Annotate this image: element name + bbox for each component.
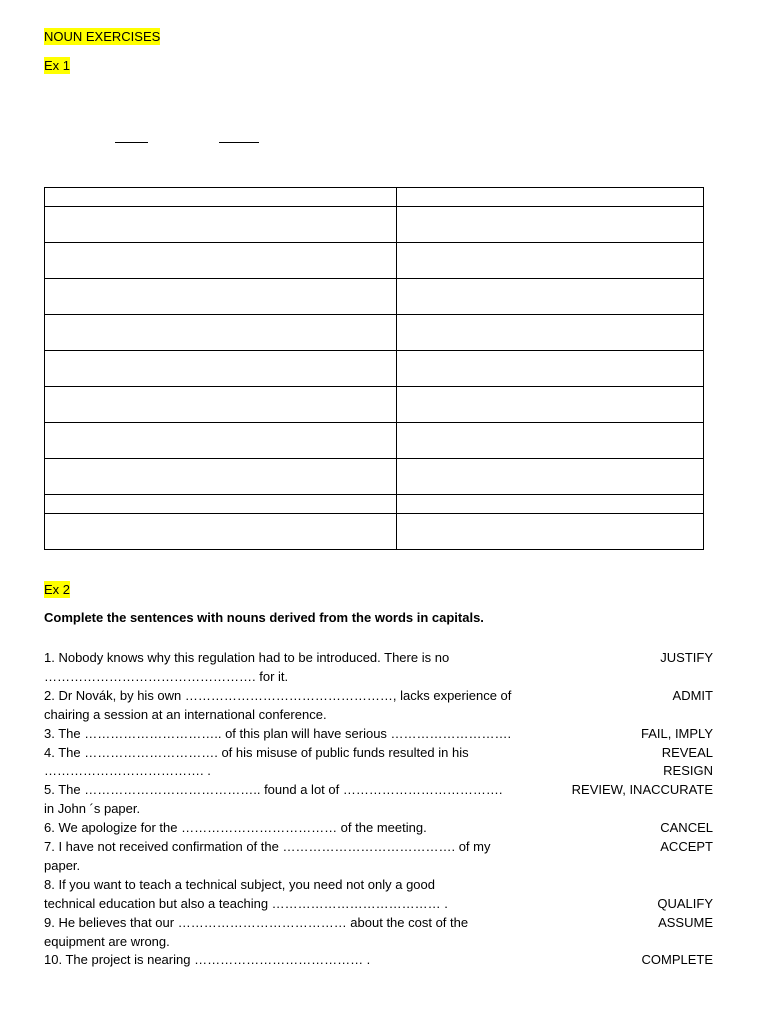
sentence-line: 6. We apologize for the ……………………………… of the meeting. bbox=[44, 820, 427, 835]
table-cell-left[interactable] bbox=[45, 279, 397, 315]
table-cell-right[interactable] bbox=[397, 351, 704, 387]
table-cell-left[interactable] bbox=[45, 387, 397, 423]
table-row bbox=[45, 188, 704, 207]
table-row bbox=[45, 315, 704, 351]
sentence-line: in John ´s paper. bbox=[44, 801, 141, 816]
table-cell-left[interactable] bbox=[45, 315, 397, 351]
sentence-line: …………………………………………. for it. bbox=[44, 669, 289, 684]
blank-underline-2 bbox=[219, 142, 259, 143]
capital-word: QUALIFY bbox=[657, 896, 713, 911]
table-cell-right[interactable] bbox=[397, 315, 704, 351]
capital-word: ACCEPT bbox=[660, 839, 713, 854]
sentence-line: paper. bbox=[44, 858, 81, 873]
sentence-line: 9. He believes that our ………………………………… about the cost of the bbox=[44, 915, 469, 930]
table-cell-left[interactable] bbox=[45, 423, 397, 459]
table-row bbox=[45, 351, 704, 387]
capital-word: ASSUME bbox=[658, 915, 713, 930]
table-row bbox=[45, 279, 704, 315]
table-row bbox=[45, 423, 704, 459]
sentence-line: equipment are wrong. bbox=[44, 934, 170, 949]
ex1-table bbox=[44, 187, 704, 550]
table-cell-left[interactable] bbox=[45, 243, 397, 279]
capital-word: JUSTIFY bbox=[660, 650, 713, 665]
capital-word: FAIL, IMPLY bbox=[640, 726, 713, 741]
capital-word: COMPLETE bbox=[641, 952, 713, 967]
table-row bbox=[45, 459, 704, 495]
sentence-line: chairing a session at an international conference. bbox=[44, 707, 327, 722]
table-row bbox=[45, 207, 704, 243]
sentence-line: 1. Nobody knows why this regulation had to be introduced. There is no bbox=[44, 650, 450, 665]
table-cell-right[interactable] bbox=[397, 459, 704, 495]
table-row bbox=[45, 387, 704, 423]
table-cell-left[interactable] bbox=[45, 514, 397, 550]
sentence-line: 2. Dr Novák, by his own …………………………………………, lacks experience of bbox=[44, 688, 512, 703]
sentence-line: 8. If you want to teach a technical subject, you need not only a good bbox=[44, 877, 435, 892]
table-cell-right[interactable] bbox=[397, 495, 704, 514]
table-cell-left[interactable] bbox=[45, 459, 397, 495]
ex2-instruction: Complete the sentences with nouns derived from the words in capitals. bbox=[44, 610, 484, 625]
sentence-line: 5. The ………………………………….. found a lot of ………………………………. bbox=[44, 782, 503, 797]
table-row bbox=[45, 514, 704, 550]
sentence-line: 4. The …………………………. of his misuse of public funds resulted in his bbox=[44, 745, 469, 760]
page-title: NOUN EXERCISES bbox=[44, 29, 161, 44]
table-cell-right[interactable] bbox=[397, 279, 704, 315]
blank-underline-1 bbox=[115, 142, 148, 143]
table-cell-right[interactable] bbox=[397, 243, 704, 279]
capital-word: CANCEL bbox=[660, 820, 713, 835]
table-cell-left[interactable] bbox=[45, 495, 397, 514]
ex1-label: Ex 1 bbox=[44, 58, 71, 73]
table-cell-left[interactable] bbox=[45, 351, 397, 387]
table-cell-left[interactable] bbox=[45, 188, 397, 207]
ex2-label: Ex 2 bbox=[44, 582, 71, 597]
capital-word: REVIEW, INACCURATE bbox=[571, 782, 713, 797]
table-cell-left[interactable] bbox=[45, 207, 397, 243]
sentence-line: ………………………………. . bbox=[44, 763, 211, 778]
sentence-line: 7. I have not received confirmation of the …………………………………. of my bbox=[44, 839, 491, 854]
table-cell-right[interactable] bbox=[397, 188, 704, 207]
capital-word: RESIGN bbox=[663, 763, 713, 778]
table-row bbox=[45, 243, 704, 279]
table-cell-right[interactable] bbox=[397, 207, 704, 243]
sentence-line: technical education but also a teaching ………………………………… . bbox=[44, 896, 448, 911]
table-cell-right[interactable] bbox=[397, 423, 704, 459]
table-row bbox=[45, 495, 704, 514]
table-cell-right[interactable] bbox=[397, 387, 704, 423]
sentence-line: 3. The ………………………….. of this plan will have serious ………………………. bbox=[44, 726, 512, 741]
table-cell-right[interactable] bbox=[397, 514, 704, 550]
sentence-line: 10. The project is nearing ………………………………… . bbox=[44, 952, 371, 967]
capital-word: ADMIT bbox=[672, 688, 713, 703]
capital-word: REVEAL bbox=[661, 745, 713, 760]
